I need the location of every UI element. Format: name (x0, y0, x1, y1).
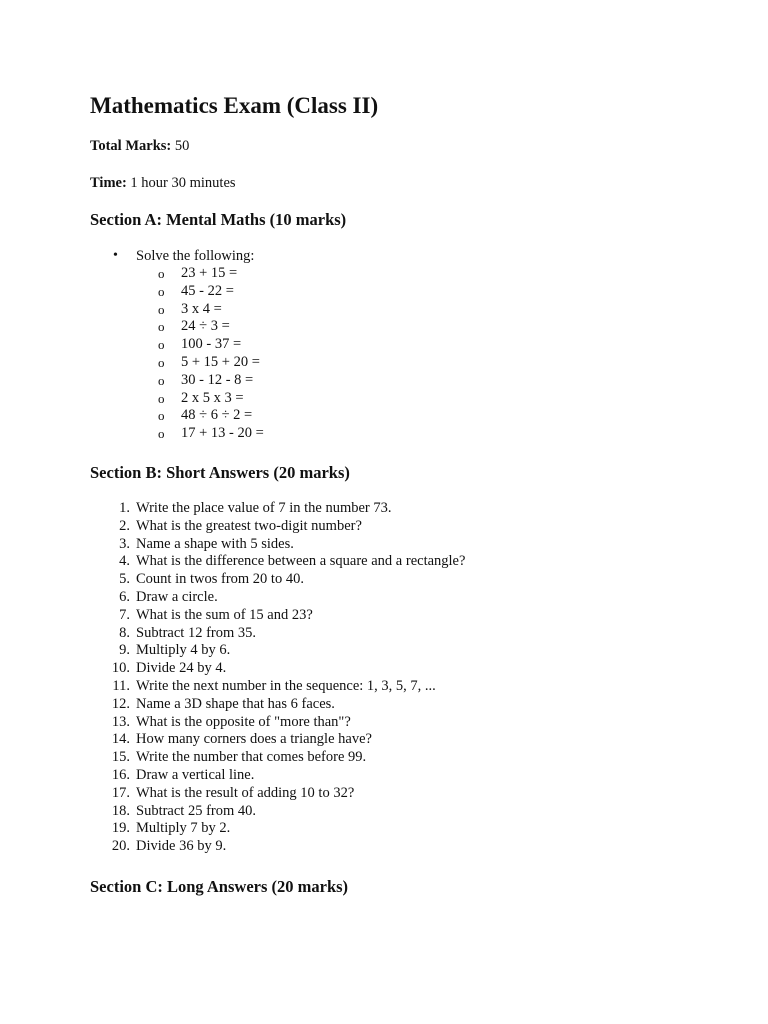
question-number: 18. (111, 802, 130, 819)
question-text: Name a 3D shape that has 6 faces. (136, 695, 335, 712)
question-text: Subtract 12 from 35. (136, 624, 257, 641)
question-text: What is the result of adding 10 to 32? (136, 784, 355, 801)
math-problem: 24 ÷ 3 = (181, 318, 230, 335)
question-number: 11. (112, 677, 130, 694)
question-number: 13. (111, 713, 130, 730)
question-text: Divide 36 by 9. (136, 838, 227, 855)
question-text: Write the next number in the sequence: 1, 3, 5, 7, ... (136, 677, 436, 694)
question-text: What is the difference between a square and a rectangle? (136, 553, 466, 570)
hollow-circle-bullet-icon: o (158, 372, 165, 388)
section-a-heading: Section A: Mental Maths (10 marks) (90, 210, 347, 229)
math-problem: 100 - 37 = (181, 336, 242, 353)
hollow-circle-bullet-icon: o (158, 408, 165, 424)
question-text: What is the opposite of "more than"? (136, 713, 351, 730)
question-number: 14. (111, 731, 130, 748)
total-marks-label: Total Marks: (90, 138, 172, 154)
question-number: 3. (119, 535, 130, 552)
section-c-heading: Section C: Long Answers (20 marks) (90, 877, 349, 896)
page-title: Mathematics Exam (Class II) (90, 93, 379, 118)
question-text: Draw a vertical line. (136, 766, 255, 783)
question-number: 4. (119, 553, 130, 570)
hollow-circle-bullet-icon: o (158, 426, 165, 442)
question-number: 9. (119, 642, 130, 659)
section-a-instruction: Solve the following: (136, 248, 255, 264)
question-number: 1. (119, 500, 130, 516)
hollow-circle-bullet-icon: o (158, 319, 165, 335)
math-problem: 3 x 4 = (181, 300, 222, 317)
question-text: Subtract 25 from 40. (136, 802, 257, 819)
question-number: 19. (111, 820, 130, 837)
question-text: Multiply 7 by 2. (136, 820, 231, 837)
hollow-circle-bullet-icon: o (158, 301, 165, 317)
question-number: 2. (119, 517, 130, 534)
hollow-circle-bullet-icon: o (158, 283, 165, 299)
math-problem: 30 - 12 - 8 = (181, 371, 254, 388)
bullet-icon: • (113, 248, 118, 263)
question-text: Divide 24 by 4. (136, 660, 227, 677)
question-text: Name a shape with 5 sides. (136, 535, 294, 552)
math-problem: 45 - 22 = (181, 282, 234, 299)
section-b-heading: Section B: Short Answers (20 marks) (90, 463, 350, 482)
question-text: Count in twos from 20 to 40. (136, 571, 304, 588)
question-number: 6. (119, 588, 130, 605)
question-text: Multiply 4 by 6. (136, 642, 231, 659)
question-number: 16. (111, 766, 130, 783)
question-number: 7. (119, 606, 130, 623)
math-problem: 2 x 5 x 3 = (181, 389, 244, 406)
question-text: What is the sum of 15 and 23? (136, 606, 313, 623)
question-text: How many corners does a triangle have? (136, 731, 372, 748)
total-marks-line (90, 137, 189, 155)
question-number: 15. (111, 749, 130, 766)
hollow-circle-bullet-icon: o (158, 390, 165, 406)
question-text: Write the place value of 7 in the number 73. (136, 500, 392, 516)
question-number: 5. (119, 571, 130, 588)
question-text: Write the number that comes before 99. (136, 749, 367, 766)
question-number: 8. (119, 624, 130, 641)
math-problem: 23 + 15 = (181, 265, 238, 281)
hollow-circle-bullet-icon: o (158, 337, 165, 353)
question-text: Draw a circle. (136, 588, 218, 605)
question-number: 20. (111, 838, 130, 855)
total-marks-value: 50 (174, 138, 190, 154)
question-number: 12. (111, 695, 130, 712)
question-text: What is the greatest two-digit number? (136, 517, 362, 534)
time-label: Time: (90, 175, 127, 191)
question-number: 17. (111, 784, 130, 801)
hollow-circle-bullet-icon: o (158, 354, 165, 370)
time-value: 1 hour 30 minutes (130, 175, 236, 191)
question-number: 10. (111, 660, 130, 677)
math-problem: 17 + 13 - 20 = (181, 425, 264, 442)
math-problem: 5 + 15 + 20 = (181, 353, 260, 370)
math-problem: 48 ÷ 6 ÷ 2 = (181, 407, 253, 424)
time-line (90, 174, 236, 192)
hollow-circle-bullet-icon: o (158, 266, 165, 281)
